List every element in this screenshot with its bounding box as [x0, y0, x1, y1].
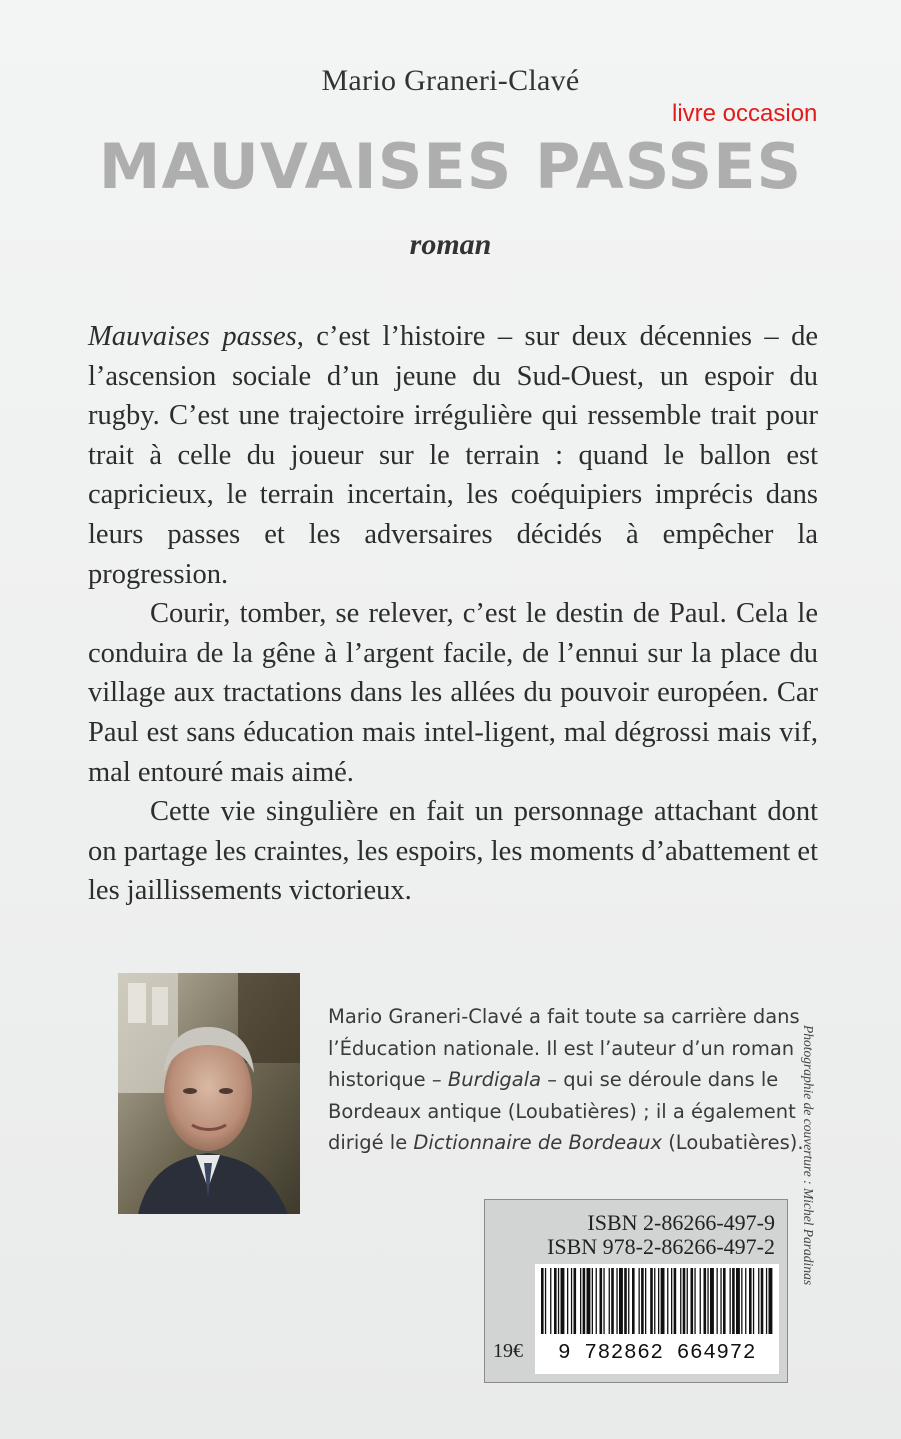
barcode-bar — [710, 1268, 714, 1334]
barcode-bar — [680, 1268, 681, 1334]
ean-digits: 9 782862 664972 — [535, 1336, 779, 1374]
barcode-bar — [694, 1268, 695, 1334]
barcode-bar — [658, 1268, 659, 1334]
bio-text-2: – qui se déroule dans le Bordeaux antique (Loubatières) ; il a également dirigé le — [328, 1068, 796, 1154]
barcode-bar — [645, 1268, 646, 1334]
barcode-bar — [704, 1268, 707, 1334]
barcode-bar — [616, 1268, 617, 1334]
barcode-bar — [661, 1268, 665, 1334]
blurb-text — [88, 317, 818, 911]
barcode-bar — [749, 1268, 752, 1334]
barcode-bar — [720, 1268, 721, 1334]
barcode-bar — [723, 1268, 726, 1334]
blurb-paragraph-1 — [88, 317, 818, 594]
barcode-bar — [683, 1268, 686, 1334]
isbn-13: ISBN 978-2-86266-497-2 — [547, 1234, 775, 1259]
bio-book-burdigala: Burdigala — [447, 1068, 542, 1091]
barcode-bar — [753, 1268, 754, 1334]
watermark-label: livre occasion — [672, 100, 818, 127]
barcode-bar — [554, 1268, 557, 1334]
bio-text-3: (Loubatières). — [662, 1131, 804, 1154]
author-bio — [328, 1001, 828, 1159]
barcode-bar — [745, 1268, 746, 1334]
barcode-bar — [736, 1268, 740, 1334]
barcode-bar — [667, 1268, 668, 1334]
genre-label: roman — [409, 228, 492, 261]
barcode-bar — [650, 1268, 653, 1334]
barcode-bar — [567, 1268, 568, 1334]
barcode-bar — [580, 1268, 581, 1334]
barcode-bar — [574, 1268, 577, 1334]
barcode-bar — [632, 1268, 635, 1334]
barcode-bar — [571, 1268, 572, 1334]
barcode-bar — [741, 1268, 742, 1334]
barcode-bar — [674, 1268, 677, 1334]
barcode-bar — [766, 1268, 767, 1334]
isbn-block — [484, 1199, 788, 1383]
barcode-bar — [619, 1268, 623, 1334]
barcode-bar — [541, 1268, 544, 1334]
book-title: MAUVAISES PASSES — [98, 130, 803, 203]
barcode-bar — [596, 1268, 597, 1334]
photo-credit — [802, 1025, 822, 1385]
barcode-bar — [628, 1268, 629, 1334]
barcode-bars-icon — [535, 1264, 779, 1336]
bio-text-1: Mario Graneri-Clavé a fait toute sa carrière dans l’Éducation nationale. Il est l’auteur d’un roman historique – — [328, 1005, 800, 1091]
blurb-paragraph-2: Courir, tomber, se relever, c’est le destin de Paul. Cela le conduira de la gêne à l’argent facile, de l’ennui sur la place du village aux tractations dans les allées du pouvoir européen. Car Paul est sans éducation mais intel-ligent, mal dégrossi mais vif, mal entouré mais aimé. — [88, 598, 818, 788]
barcode-bar — [609, 1268, 610, 1334]
barcode-bar — [671, 1268, 672, 1334]
barcode-bar — [730, 1268, 731, 1334]
blurb-title-italic: Mauvaises passes — [88, 321, 297, 352]
price-label: 19€ — [493, 1340, 523, 1362]
barcode-bar — [558, 1268, 559, 1334]
barcode-bar — [769, 1268, 773, 1334]
barcode-bar — [550, 1268, 551, 1334]
author-portrait-icon — [118, 973, 300, 1214]
bio-book-dictionnaire: Dictionnaire de Bordeaux — [413, 1131, 662, 1154]
barcode-bar — [545, 1268, 546, 1334]
barcode-bar — [624, 1268, 627, 1334]
barcode-bar — [611, 1268, 614, 1334]
barcode-bar — [639, 1268, 640, 1334]
barcode-bar — [592, 1268, 593, 1334]
author-name: Mario Graneri-Clavé — [321, 64, 580, 97]
barcode-bar — [691, 1268, 694, 1334]
barcode-bar — [687, 1268, 688, 1334]
barcode-bar — [603, 1268, 604, 1334]
barcode-bar — [583, 1268, 586, 1334]
barcode-bar — [561, 1268, 565, 1334]
barcode-bar — [717, 1268, 718, 1334]
barcode-bar — [761, 1268, 764, 1334]
barcode-bar — [758, 1268, 759, 1334]
photo-credit-text: Photographie de couverture : Michel Paradinas — [801, 1025, 816, 1286]
barcode-bar — [707, 1268, 708, 1334]
isbn-10: ISBN 2-86266-497-9 — [587, 1210, 775, 1235]
barcode-bar — [641, 1268, 644, 1334]
barcode-bar — [600, 1268, 603, 1334]
barcode-bar — [587, 1268, 591, 1334]
barcode-bar — [654, 1268, 655, 1334]
blurb-paragraph-3: Cette vie singulière en fait un personnage attachant dont on partage les craintes, les espoirs, les moments d’abattement et les jaillissements victorieux. — [88, 796, 818, 907]
barcode-bar — [732, 1268, 735, 1334]
author-photo — [118, 973, 300, 1214]
barcode-bar — [700, 1268, 701, 1334]
blurb-paragraph-1-text: , c’est l’histoire – sur deux décennies – de l’ascension sociale d’un jeune du Sud-Ouest, un espoir du rugby. C’est une trajectoire irrégulière qui ressemble trait pour trait à celle du joueur sur le terrain : quand le ballon est capricieux, le terrain incertain, les coéquipiers imprécis dans leurs passes et les adversaires décidés à empêcher la progression. — [88, 321, 818, 590]
